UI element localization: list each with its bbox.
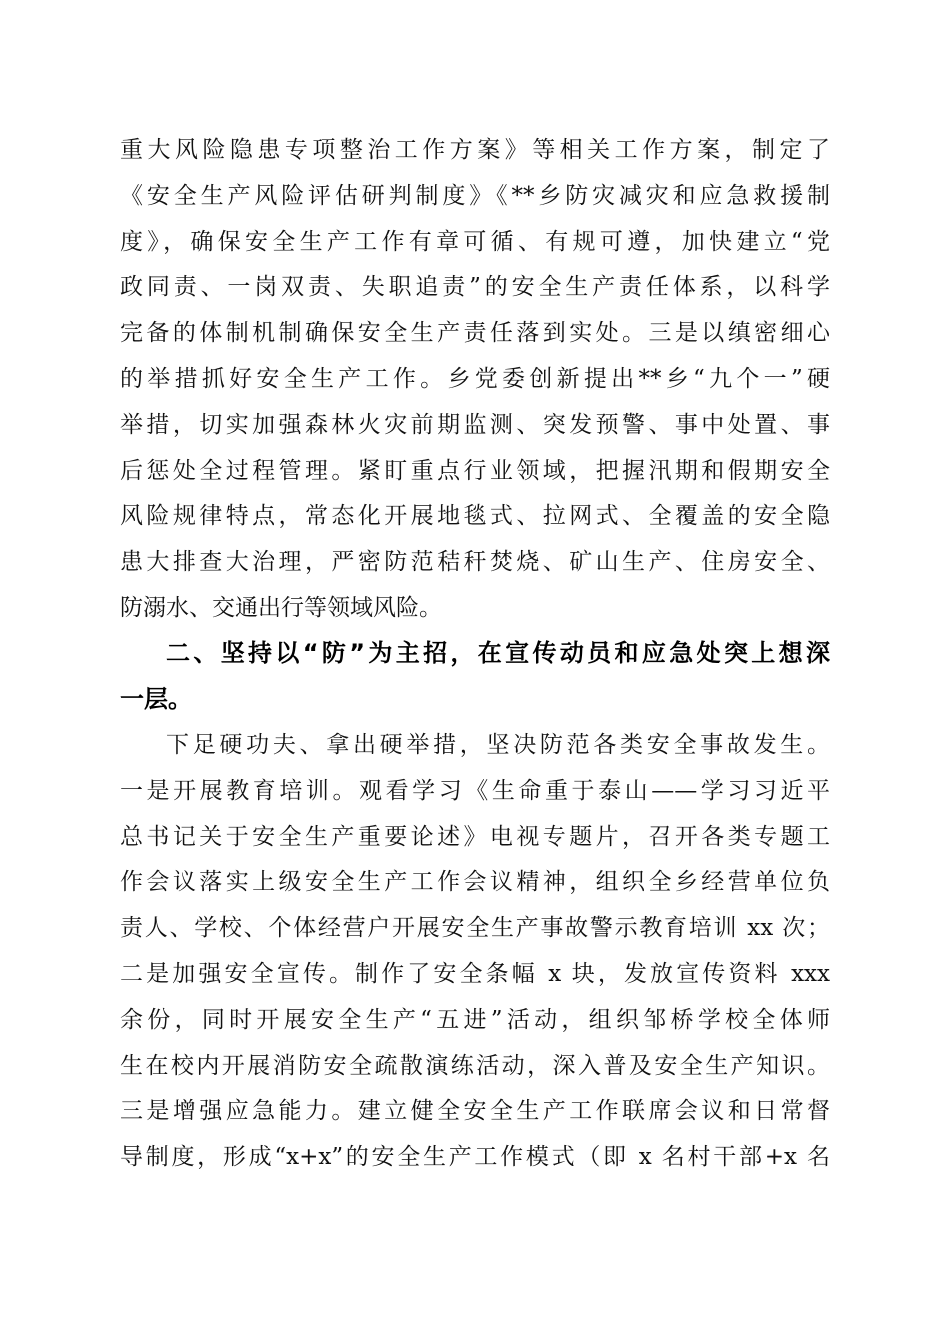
paragraph-safety-measures xyxy=(120,128,830,632)
text-line: 《安全生产风险评估研判制度》《**乡防灾减灾和应急救援制 xyxy=(120,182,830,209)
text-line: 生在校内开展消防安全疏散演练活动，深入普及安全生产知识。 xyxy=(120,1052,830,1079)
text-line: 导制度，形成“x+x”的安全生产工作模式（即 x 名村干部+x 名 xyxy=(120,1144,830,1171)
text-line: 一是开展教育培训。观看学习《生命重于泰山——学习习近平 xyxy=(120,777,830,804)
heading-line: 二、坚持以“防”为主招，在宣传动员和应急处突上想深 xyxy=(166,639,830,667)
text-line: 三是增强应急能力。建立健全安全生产工作联席会议和日常督 xyxy=(120,1098,830,1125)
text-line: 风险规律特点，常态化开展地毯式、拉网式、全覆盖的安全隐 xyxy=(120,503,830,530)
section-heading xyxy=(120,631,830,723)
text-line: 完备的体制机制确保安全生产责任落到实处。三是以缜密细心 xyxy=(120,320,830,347)
text-line: 下足硬功夫、拿出硬举措，坚决防范各类安全事故发生。 xyxy=(166,732,830,758)
text-line: 余份，同时开展安全生产“五进”活动，组织邹桥学校全体师 xyxy=(120,1006,830,1033)
text-line: 后惩处全过程管理。紧盯重点行业领域，把握汛期和假期安全 xyxy=(120,457,830,484)
text-line: 二是加强安全宣传。制作了安全条幅 x 块，发放宣传资料 xxx xyxy=(120,960,830,987)
text-line: 重大风险隐患专项整治工作方案》等相关工作方案，制定了 xyxy=(120,137,830,163)
text-line: 防溺水、交通出行等领域风险。 xyxy=(120,594,442,621)
text-line: 举措，切实加强森林火灾前期监测、突发预警、事中处置、事 xyxy=(120,411,830,438)
heading-line: 一层。 xyxy=(120,684,192,713)
paragraph-prevention xyxy=(120,723,830,1181)
text-line: 总书记关于安全生产重要论述》电视专题片，召开各类专题工 xyxy=(120,823,830,850)
text-line: 的举措抓好安全生产工作。乡党委创新提出**乡“九个一”硬 xyxy=(120,365,830,392)
text-line: 责人、学校、个体经营户开展安全生产事故警示教育培训 xx 次； xyxy=(120,915,830,942)
text-line: 度》，确保安全生产工作有章可循、有规可遵，加快建立“党 xyxy=(120,228,830,255)
text-line: 政同责、一岗双责、失职追责”的安全生产责任体系，以科学 xyxy=(120,274,830,301)
text-line: 患大排查大治理，严密防范秸秆焚烧、矿山生产、住房安全、 xyxy=(120,549,830,576)
text-line: 作会议落实上级安全生产工作会议精神，组织全乡经营单位负 xyxy=(120,869,830,896)
